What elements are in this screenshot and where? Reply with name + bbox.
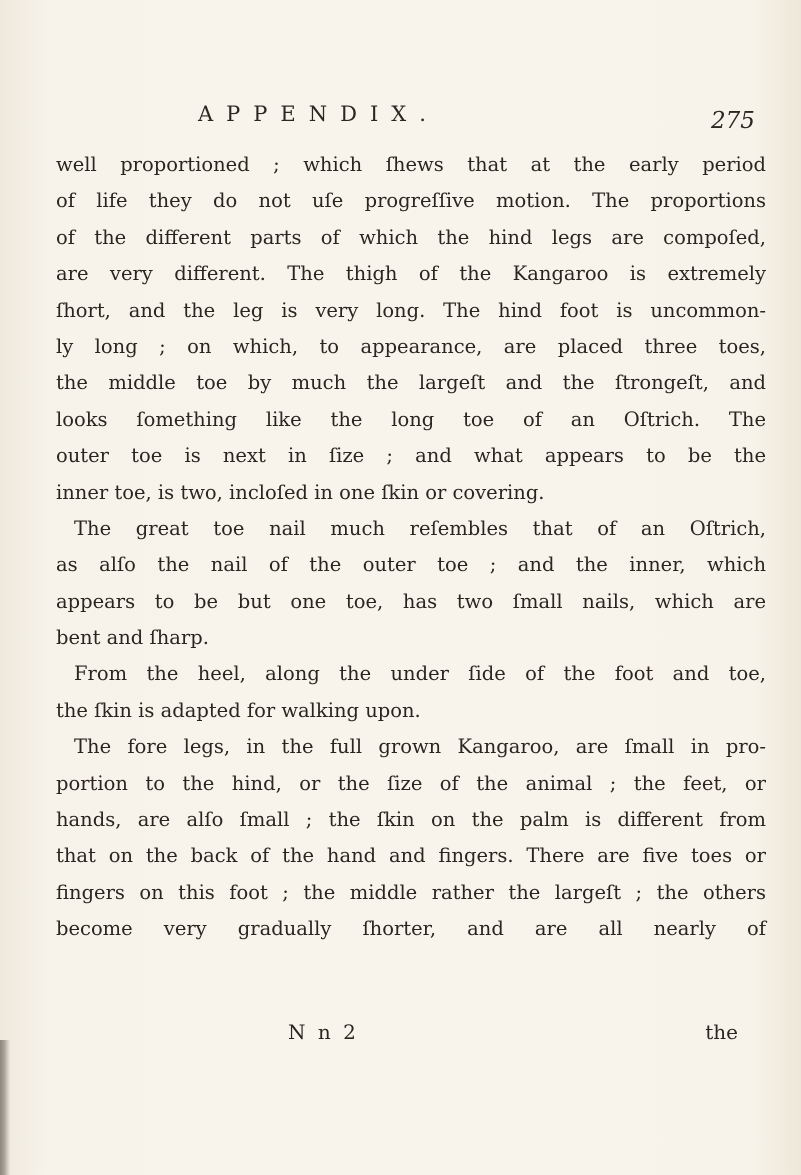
text-line: appears to be but one toe, has two ſmall nails, which are [56,589,766,613]
footer-line [288,1014,738,1050]
text-line: ſhort, and the leg is very long. The hind foot is uncommon- [56,298,766,322]
text-line: From the heel, along the under ſide of the foot and toe, [74,662,766,686]
text-line: of life they do not uſe progreſſive motion. The proportions [56,189,766,213]
catchword: the [705,1020,738,1044]
body-text [56,147,766,948]
text-line: outer toe is next in ſize ; and what appears to be the [56,444,766,468]
text-line: looks ſomething like the long toe of an Oſtrich. The [56,407,766,431]
text-line: hands, are alſo ſmall ; the ſkin on the palm is different from [56,808,766,832]
text-line: fingers on this foot ; the middle rather the largeſt ; the others [56,880,766,904]
running-head: APPENDIX. [198,102,439,126]
page-number: 275 [711,108,755,134]
text-line: as alſo the nail of the outer toe ; and the inner, which [56,553,766,577]
text-line: portion to the hind, or the ſize of the animal ; the feet, or [56,771,766,795]
text-line: the ſkin is adapted for walking upon. [56,698,421,722]
signature-mark: N n 2 [288,1020,359,1044]
text-line: well proportioned ; which ſhews that at the early period [56,153,766,176]
text-line: of the different parts of which the hind legs are compoſed, [56,225,766,249]
text-line: ly long ; on which, to appearance, are placed three toes, [56,334,766,358]
text-line: that on the back of the hand and fingers. There are five toes or [56,844,766,868]
text-line: bent and ſharp. [56,626,209,650]
text-line: the middle toe by much the largeſt and the ſtrongeſt, and [56,371,766,395]
text-line: The great toe nail much reſembles that of an Oſtrich, [74,516,766,540]
text-line: are very different. The thigh of the Kangaroo is extremely [56,262,766,286]
binding-shadow [0,1040,10,1175]
text-line: The fore legs, in the full grown Kangaroo, are ſmall in pro- [74,735,766,759]
text-line: become very gradually ſhorter, and are all nearly of [56,917,766,941]
text-line: inner toe, is two, incloſed in one ſkin or covering. [56,480,545,504]
